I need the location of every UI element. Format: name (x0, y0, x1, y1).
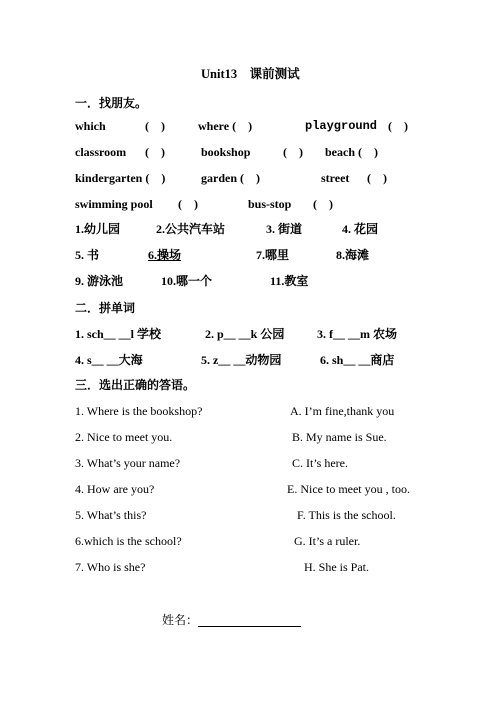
spelling-item: 5. z__ __动物园 (201, 353, 282, 367)
answer: E. Nice to meet you , too. (287, 482, 410, 496)
question: 1. Where is the bookshop? (75, 404, 203, 418)
section2-heading: 二．拼单词 (75, 301, 136, 315)
word-swimming-pool: swimming pool (75, 197, 153, 211)
section3-heading: 三．选出正确的答语。 (75, 378, 196, 392)
blank[interactable]: ( ) (145, 145, 165, 159)
blank[interactable]: ( ) (283, 145, 303, 159)
spelling-item: 4. s__ __大海 (75, 353, 143, 367)
word-street: street (321, 171, 350, 185)
cn-item: 4. 花园 (342, 222, 379, 236)
page-title: Unit13 课前测试 (201, 67, 300, 81)
question: 7. Who is she? (75, 560, 146, 574)
spelling-item: 3. f__ __m 农场 (317, 327, 397, 341)
cn-item: 7.哪里 (256, 248, 290, 262)
word-bookshop: bookshop (201, 145, 251, 159)
blank[interactable]: ( ) (388, 119, 408, 133)
word-where: where ( ) (198, 119, 253, 133)
section1-heading: 一．找朋友。 (75, 96, 148, 110)
cn-item: 1.幼儿园 (75, 222, 121, 236)
cn-item: 9. 游泳池 (75, 274, 124, 288)
cn-item: 11.教室 (270, 274, 309, 288)
answer: G. It’s a ruler. (294, 534, 361, 548)
answer: B. My name is Sue. (292, 430, 387, 444)
question: 4. How are you? (75, 482, 155, 496)
spelling-item: 2. p__ __k 公园 (205, 327, 285, 341)
question: 2. Nice to meet you. (75, 430, 173, 444)
spelling-item: 1. sch__ __l 学校 (75, 327, 162, 341)
word-classroom: classroom (75, 145, 127, 159)
name-input-line[interactable] (198, 613, 301, 627)
word-garden: garden ( ) (201, 171, 260, 185)
name-label: 姓名： (162, 613, 199, 627)
answer: A. I’m fine,thank you (290, 404, 395, 418)
cn-item: 3. 街道 (266, 222, 303, 236)
answer: H. She is Pat. (304, 560, 370, 574)
word-beach: beach ( ) (325, 145, 378, 159)
cn-item: 5. 书 (75, 248, 100, 262)
cn-item: 2.公共汽车站 (156, 222, 226, 236)
cn-item: 10.哪一个 (161, 274, 213, 288)
answer: C. It’s here. (292, 456, 348, 470)
question: 3. What’s your name? (75, 456, 181, 470)
word-playground: playground (305, 119, 378, 133)
word-which: which (75, 119, 106, 133)
word-bus-stop: bus-stop (248, 197, 292, 211)
question: 5. What’s this? (75, 508, 147, 522)
question: 6.which is the school? (75, 534, 182, 548)
blank[interactable]: ( ) (313, 197, 333, 211)
cn-item: 6.操场 (148, 248, 182, 262)
answer: F. This is the school. (297, 508, 396, 522)
blank[interactable]: ( ) (367, 171, 387, 185)
cn-item: 8.海滩 (336, 248, 370, 262)
blank[interactable]: ( ) (178, 197, 198, 211)
word-kindergarten: kindergarten ( ) (75, 171, 166, 185)
blank[interactable]: ( ) (145, 119, 165, 133)
spelling-item: 6. sh__ __商店 (320, 353, 395, 367)
